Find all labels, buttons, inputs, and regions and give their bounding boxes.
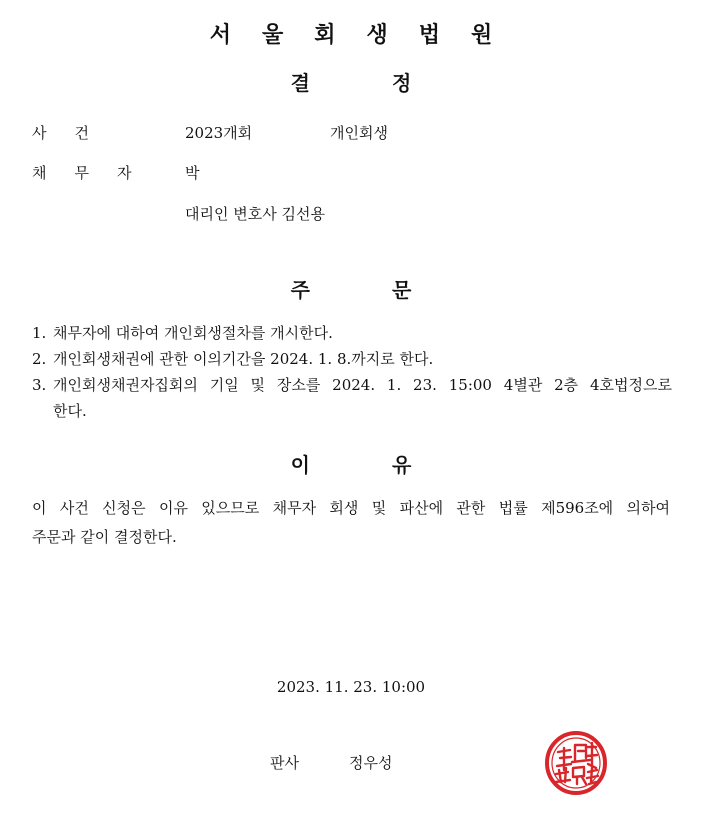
debtor-name: 박 [185, 164, 200, 182]
document-title: 결정 [290, 71, 494, 95]
order-item [32, 346, 672, 372]
debtor-agent: 대리인 변호사 김선용 [185, 205, 325, 223]
order-item-number: 3. [32, 376, 47, 394]
judge-title: 판사 [270, 754, 299, 772]
order-title: 주문 [290, 278, 494, 302]
official-seal-icon [544, 730, 608, 796]
reason-line-1: 이 사건 신청은 이유 있으므로 채무자 회생 및 파산에 관한 법률 제596조에 의하여 [32, 499, 670, 517]
judge-name: 정우성 [349, 754, 393, 772]
court-name: 서울회생법원 [209, 23, 524, 48]
order-item-number: 2. [32, 350, 47, 368]
debtor-label: 채무자 [32, 164, 160, 182]
decision-datetime: 2023. 11. 23. 10:00 [276, 678, 426, 696]
reason-title: 이유 [290, 453, 494, 477]
case-number: 2023개회 [185, 124, 253, 142]
order-item-text: 채무자에 대하여 개인회생절차를 개시한다. [53, 324, 333, 342]
case-label: 사건 [32, 124, 117, 142]
order-item [32, 320, 672, 346]
order-item-text-line1: 개인회생채권자집회의 기일 및 장소를 2024. 1. 23. 15:00 4별관 2층 4호법정으로 [53, 376, 672, 394]
order-item-text-block [53, 372, 672, 424]
order-item-text-line2: 한다. [53, 402, 87, 420]
order-item-text: 개인회생채권에 관한 이의기간을 2024. 1. 8.까지로 한다. [53, 350, 434, 368]
reason-line-2: 주문과 같이 결정한다. [32, 528, 177, 546]
case-type: 개인회생 [330, 124, 388, 142]
order-item-number: 1. [32, 324, 47, 342]
order-list [32, 320, 672, 424]
order-item [32, 372, 672, 424]
reason-text [32, 494, 670, 552]
